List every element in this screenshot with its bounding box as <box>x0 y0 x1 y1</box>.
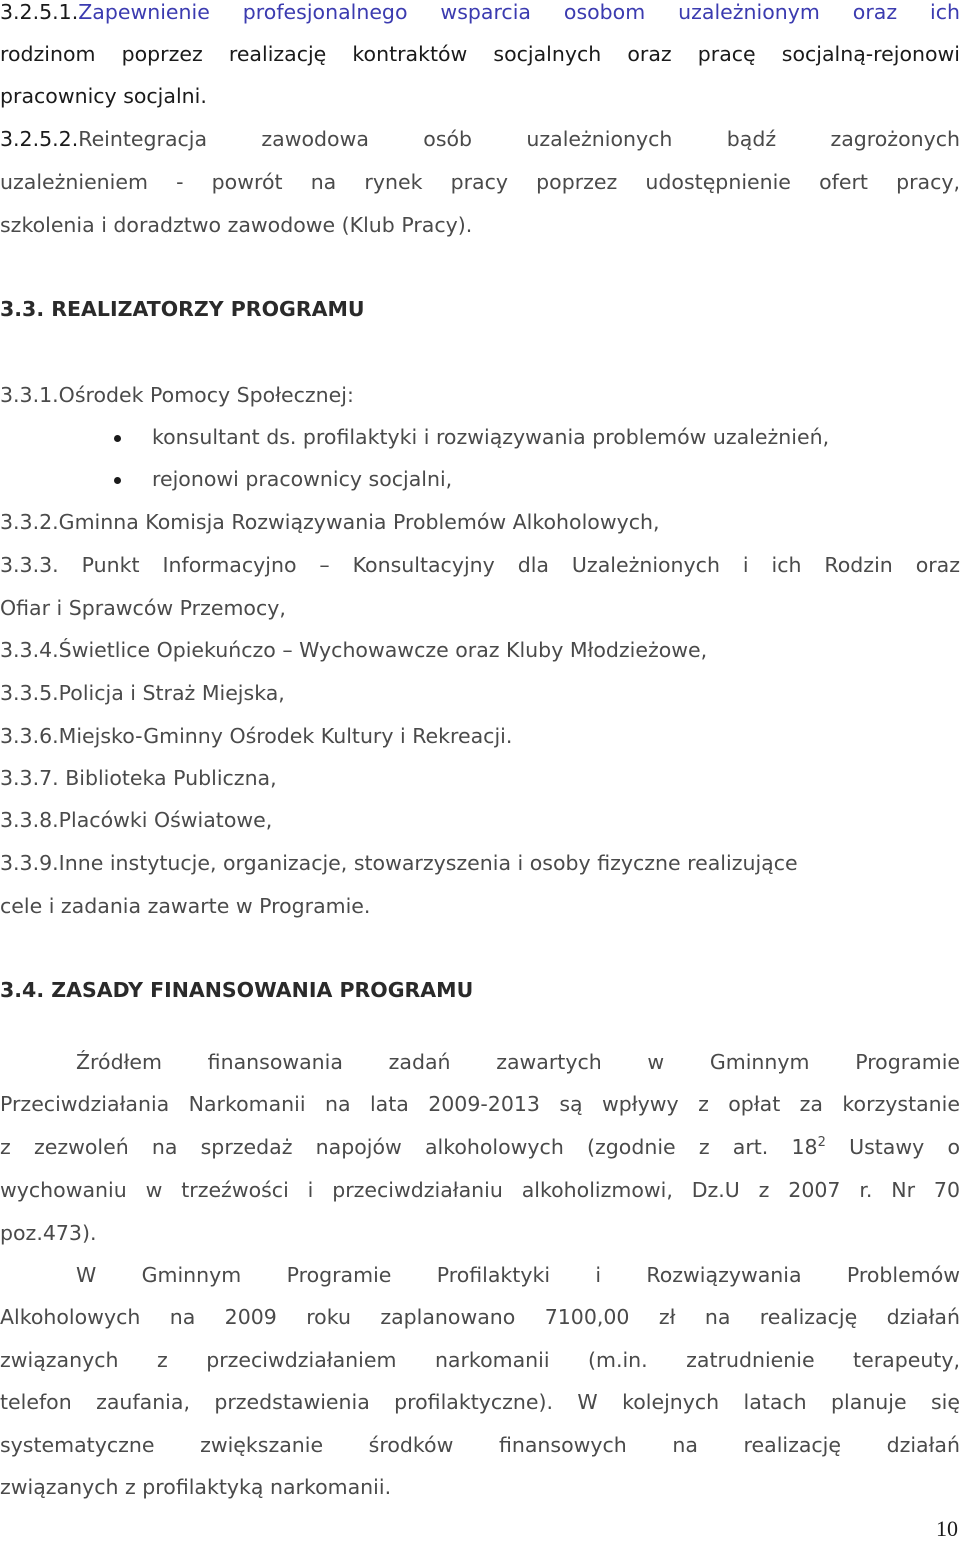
section-3252-number: 3.2.5.2. <box>0 127 79 151</box>
para1-line3-end: Ustawy o <box>825 1135 960 1159</box>
section-332: 3.3.2.Gminna Komisja Rozwiązywania Problemów Alkoholowych, <box>0 510 660 534</box>
para1-superscript: 2 <box>817 1135 826 1150</box>
section-3252-line2: uzależnieniem - powrót na rynek pracy poprzez udostępnienie ofert pracy, <box>0 170 960 194</box>
para2-line5: systematyczne zwiększanie środków finansowych na realizację działań <box>0 1433 960 1457</box>
page-number: 10 <box>936 1516 958 1541</box>
section-331-bullet-1: konsultant ds. profilaktyki i rozwiązywania problemów uzależnień, <box>152 425 830 449</box>
section-336: 3.3.6.Miejsko-Gminny Ośrodek Kultury i Rekreacji. <box>0 724 513 748</box>
section-338: 3.3.8.Placówki Oświatowe, <box>0 808 273 832</box>
para2-line1: W Gminnym Programie Profilaktyki i Rozwiązywania Problemów <box>76 1263 960 1287</box>
section-333-line1: 3.3.3. Punkt Informacyjno – Konsultacyjny dla Uzależnionych i ich Rodzin oraz <box>0 553 960 577</box>
para1-line1: Źródłem finansowania zadań zawartych w Gminnym Programie <box>76 1050 960 1074</box>
section-3251-text: Zapewnienie profesjonalnego wsparcia osobom uzależnionym oraz ich <box>78 0 960 24</box>
section-335: 3.3.5.Policja i Straż Miejska, <box>0 681 285 705</box>
section-3252-line1 <box>0 127 960 151</box>
section-3251-line3: pracownicy socjalni. <box>0 84 207 108</box>
para1-line3 <box>0 1135 960 1159</box>
section-3252-line3: szkolenia i doradztwo zawodowe (Klub Pracy). <box>0 213 473 237</box>
section-331-bullet-2: rejonowi pracownicy socjalni, <box>152 467 453 491</box>
para2-line2: Alkoholowych na 2009 roku zaplanowano 7100,00 zł na realizację działań <box>0 1305 960 1329</box>
section-331-title: 3.3.1.Ośrodek Pomocy Społecznej: <box>0 383 354 407</box>
section-339-line1: 3.3.9.Inne instytucje, organizacje, stowarzyszenia i osoby fizyczne realizujące <box>0 851 798 875</box>
para1-line3-text: z zezwoleń na sprzedaż napojów alkoholowych (zgodnie z art. 18 <box>0 1135 818 1159</box>
section-339-line2: cele i zadania zawarte w Programie. <box>0 894 371 918</box>
para1-line2: Przeciwdziałania Narkomanii na lata 2009-2013 są wpływy z opłat za korzystanie <box>0 1092 960 1116</box>
para2-line6: związanych z profilaktyką narkomanii. <box>0 1475 392 1499</box>
section-3252-text: Reintegracja zawodowa osób uzależnionych bądź zagrożonych <box>78 127 960 151</box>
section-3251-line2: rodzinom poprzez realizację kontraktów socjalnych oraz pracę socjalną-rejonowi <box>0 42 960 66</box>
heading-zasady-finansowania: 3.4. ZASADY FINANSOWANIA PROGRAMU <box>0 978 474 1002</box>
bullet-icon <box>114 477 121 484</box>
para2-line3: związanych z przeciwdziałaniem narkomanii (m.in. zatrudnienie terapeuty, <box>0 1348 960 1372</box>
heading-realizatorzy: 3.3. REALIZATORZY PROGRAMU <box>0 297 365 321</box>
section-333-line2: Ofiar i Sprawców Przemocy, <box>0 596 286 620</box>
section-3251-number: 3.2.5.1. <box>0 0 79 24</box>
bullet-icon <box>114 435 121 442</box>
section-334: 3.3.4.Świetlice Opiekuńczo – Wychowawcze oraz Kluby Młodzieżowe, <box>0 638 708 662</box>
section-337: 3.3.7. Biblioteka Publiczna, <box>0 766 277 790</box>
para2-line4: telefon zaufania, przedstawienia profilaktyczne). W kolejnych latach planuje się <box>0 1390 960 1414</box>
para1-line5: poz.473). <box>0 1221 97 1245</box>
para1-line4: wychowaniu w trzeźwości i przeciwdziałaniu alkoholizmowi, Dz.U z 2007 r. Nr 70 <box>0 1178 960 1202</box>
section-3251-line1 <box>0 0 960 24</box>
